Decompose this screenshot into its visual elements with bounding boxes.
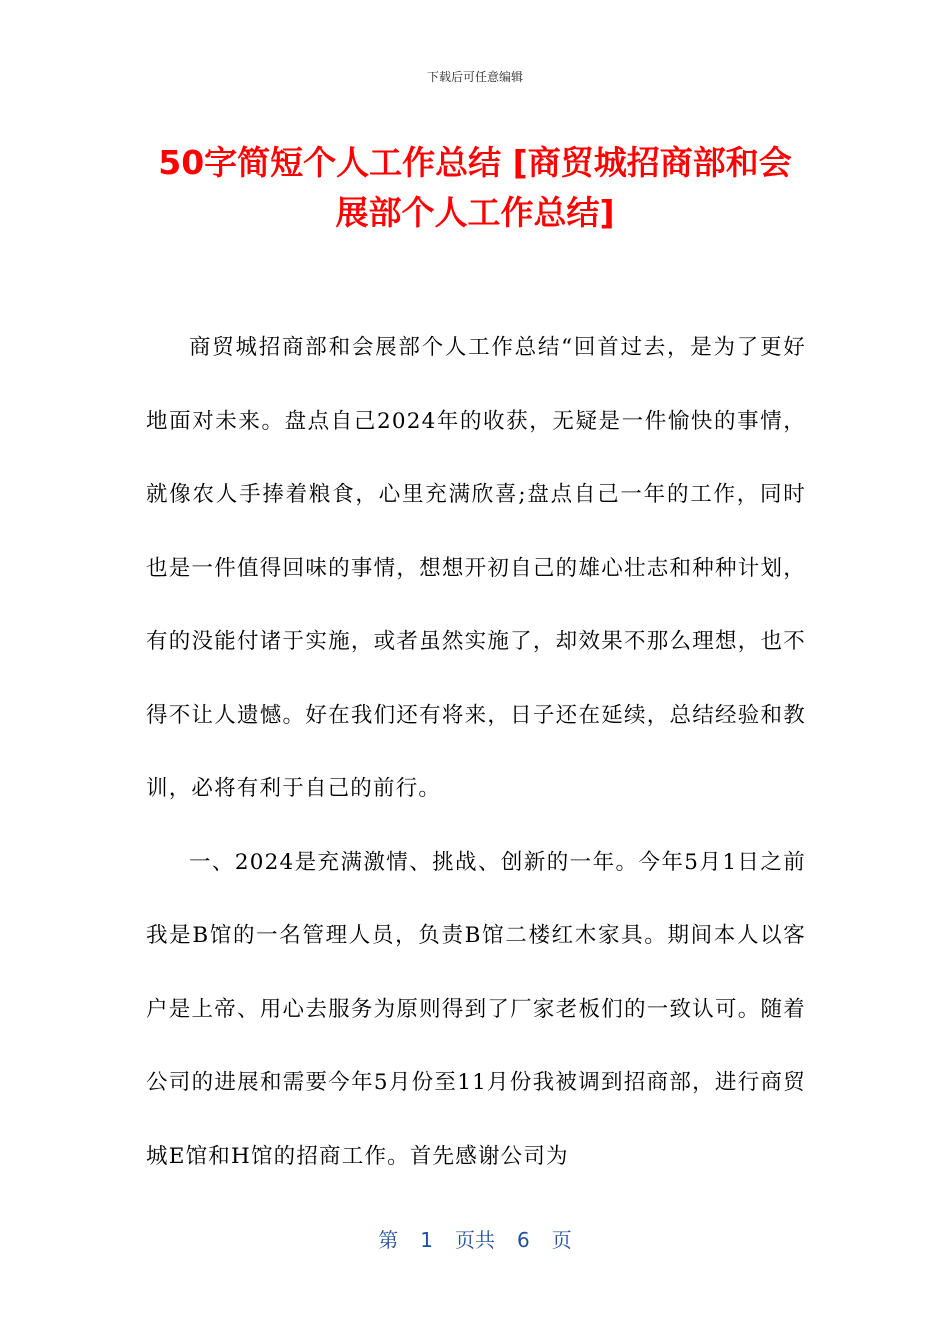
page-label-suffix: 页 — [551, 1228, 572, 1252]
document-title-line-2: 展部个人工作总结] — [335, 193, 615, 232]
page-number-total: 6 — [517, 1228, 530, 1252]
page-number-current: 1 — [420, 1228, 433, 1252]
page-label-prefix: 第 — [378, 1228, 399, 1252]
header-note: 下载后可任意编辑 — [426, 70, 523, 84]
document-title-line-1: 50字简短个人工作总结 [商贸城招商部和会 — [158, 143, 792, 182]
page-footer — [0, 1224, 950, 1253]
page-label-mid: 页共 — [455, 1228, 495, 1252]
document-body — [146, 311, 806, 1193]
document-title — [130, 138, 820, 238]
body-paragraph: 商贸城招商部和会展部个人工作总结“回首过去，是为了更好地面对未来。盘点自己2024年的收获，无疑是一件愉快的事情，就像农人手捧着粮食，心里充满欣喜;盘点自己一年的工作，同时也是一件值得回味的事情，想想开初自己的雄心壮志和种种计划，有的没能付诸于实施，或者虽然实施了，却效果不那么理想，也不得不让人遗憾。好在我们还有将来，日子还在延续，总结经验和教训，必将有利于自己的前行。 — [146, 335, 806, 801]
body-paragraph: 一、2024是充满激情、挑战、创新的一年。今年5月1日之前我是B馆的一名管理人员，负责B馆二楼红木家具。期间本人以客户是上帝、用心去服务为原则得到了厂家老板们的一致认可。随着公司的进展和需要今年5月份至11月份我被调到招商部，进行商贸城E馆和H馆的招商工作。首先感谢公司为 — [146, 849, 806, 1169]
